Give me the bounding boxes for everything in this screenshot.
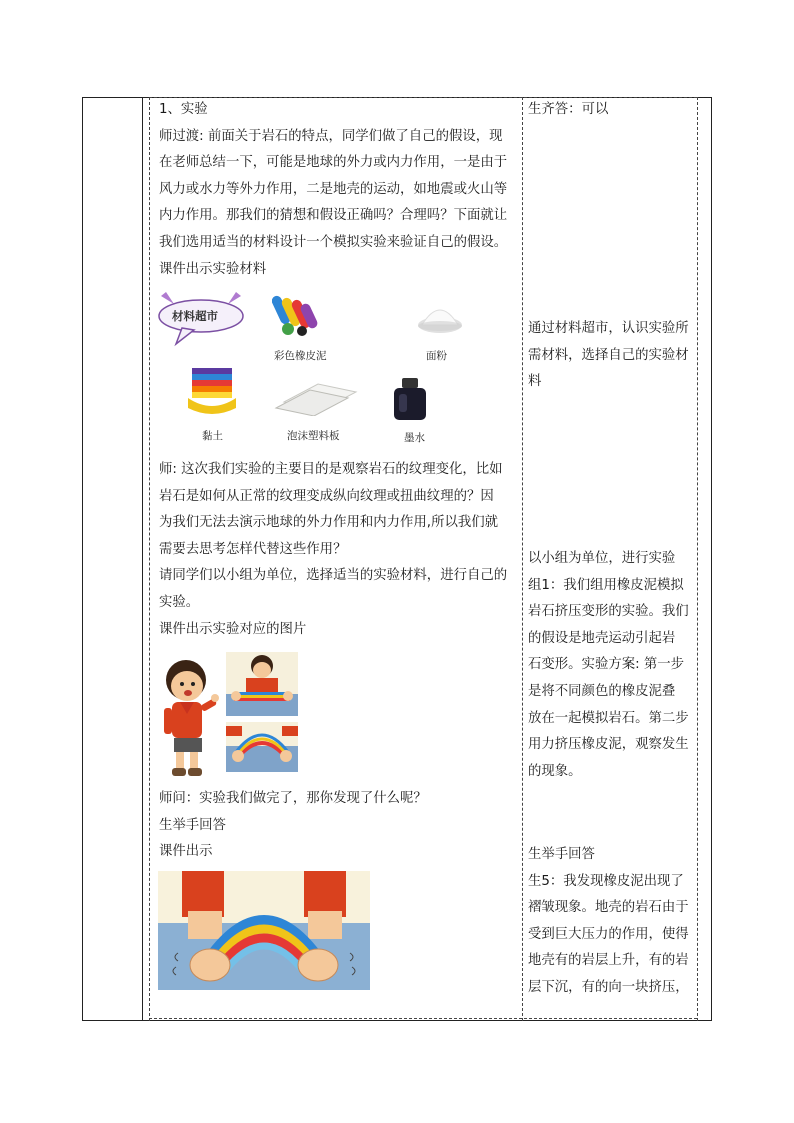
group-note-line: 的现象。	[528, 763, 582, 779]
teacher-line: 岩石是如何从正常的纹理变成纵向纹理或扭曲纹理的？因	[159, 488, 494, 504]
clay-icon	[188, 364, 236, 416]
flour-icon	[416, 295, 464, 335]
foam-board-icon	[274, 382, 358, 416]
lesson-content-block-3	[159, 786, 521, 866]
teacher-line: 师: 这次我们实验的主要目的是观察岩石的纹理变化，比如	[159, 462, 503, 477]
materials-note-line: 料	[528, 374, 542, 390]
materials-badge-label: 材料超市	[172, 309, 218, 323]
teacher-line: 需要去思考怎样代替这些作用？	[159, 541, 347, 557]
lesson-content-block-2	[159, 457, 521, 643]
teacher-question: 师问：实验我们做完了，那你发现了什么呢？	[159, 791, 427, 806]
student5-line: 受到巨大压力的作用，使得	[528, 926, 689, 942]
column-divider-dashed	[697, 97, 698, 1021]
experiment-panel-step1	[226, 652, 298, 716]
student5-line: 层下沉，有的向一块挤压，	[528, 979, 689, 995]
teacher-line: 为我们无法去演示地球的外力作用和内力作用,所以我们就	[159, 515, 499, 531]
materials-caption: 课件出示实验材料	[159, 261, 267, 277]
materials-note	[528, 316, 694, 396]
column-divider	[142, 97, 143, 1021]
group-line: 实验。	[159, 594, 200, 610]
intro-line: 我们选用适当的材料设计一个模拟实验来验证自己的假设。	[159, 234, 508, 250]
group-note-line: 岩石挤压变形的实验。我们	[528, 604, 689, 620]
intro-line: 内力作用。那我们的猜想和假设正确吗？合理吗？下面就让	[159, 208, 508, 224]
material-label-foam-board: 泡沫塑料板	[287, 430, 340, 442]
student-activity-column	[528, 97, 694, 124]
materials-note-line: 通过材料超市，认识实验所	[528, 321, 689, 336]
material-label-plasticine: 彩色橡皮泥	[274, 350, 327, 362]
intro-line: 风力或水力等外力作用，二是地壳的运动，如地震或火山等	[159, 181, 508, 197]
show-caption: 课件出示	[159, 844, 213, 860]
student5-line: 地壳有的岩层上升，有的岩	[528, 953, 689, 969]
experiment-panel-step2	[226, 722, 298, 772]
fold-experiment-illustration	[158, 871, 370, 990]
student5-note	[528, 842, 694, 1002]
student5-line: 褶皱现象。地壳的岩石由于	[528, 900, 689, 916]
materials-note-line: 需材料，选择自己的实验材	[528, 347, 689, 363]
column-divider-dashed	[149, 97, 150, 1021]
student5-line: 生5：我发现橡皮泥出现了	[528, 873, 684, 889]
raise-hand-note: 生举手回答	[528, 847, 595, 862]
group-note-line: 以小组为单位，进行实验	[528, 551, 676, 566]
material-label-flour: 面粉	[426, 350, 447, 362]
group-line: 请同学们以小组为单位，选择适当的实验材料，进行自己的	[159, 568, 508, 584]
group-note-line: 是将不同颜色的橡皮泥叠	[528, 683, 676, 699]
group-note-line: 组1：我们组用橡皮泥模拟	[528, 577, 684, 593]
row-bottom-dashed	[149, 1018, 697, 1019]
intro-line: 师过渡: 前面关于岩石的特点，同学们做了自己的假设，现	[159, 128, 503, 144]
boy-illustration	[160, 658, 220, 780]
plasticine-icon	[272, 293, 324, 337]
experiment-caption: 课件出示实验对应的图片	[159, 621, 307, 637]
group-note	[528, 546, 694, 785]
column-divider-dashed	[522, 97, 523, 1021]
ink-bottle-icon	[390, 376, 430, 422]
student-answer: 生举手回答	[159, 817, 226, 833]
material-label-clay: 黏土	[202, 430, 223, 442]
answer-top: 生齐答：可以	[528, 102, 609, 117]
group-note-line: 放在一起模拟岩石。第二步	[528, 710, 689, 726]
intro-line: 在老师总结一下，可能是地球的外力或内力作用，一是由于	[159, 155, 508, 171]
group-note-line: 用力挤压橡皮泥，观察发生	[528, 737, 689, 753]
section-heading: 1、实验	[159, 102, 208, 117]
lesson-content-column	[159, 97, 521, 283]
material-label-ink: 墨水	[404, 432, 425, 444]
group-note-line: 的假设是地壳运动引起岩	[528, 630, 676, 646]
group-note-line: 石变形。实验方案: 第一步	[528, 657, 685, 673]
